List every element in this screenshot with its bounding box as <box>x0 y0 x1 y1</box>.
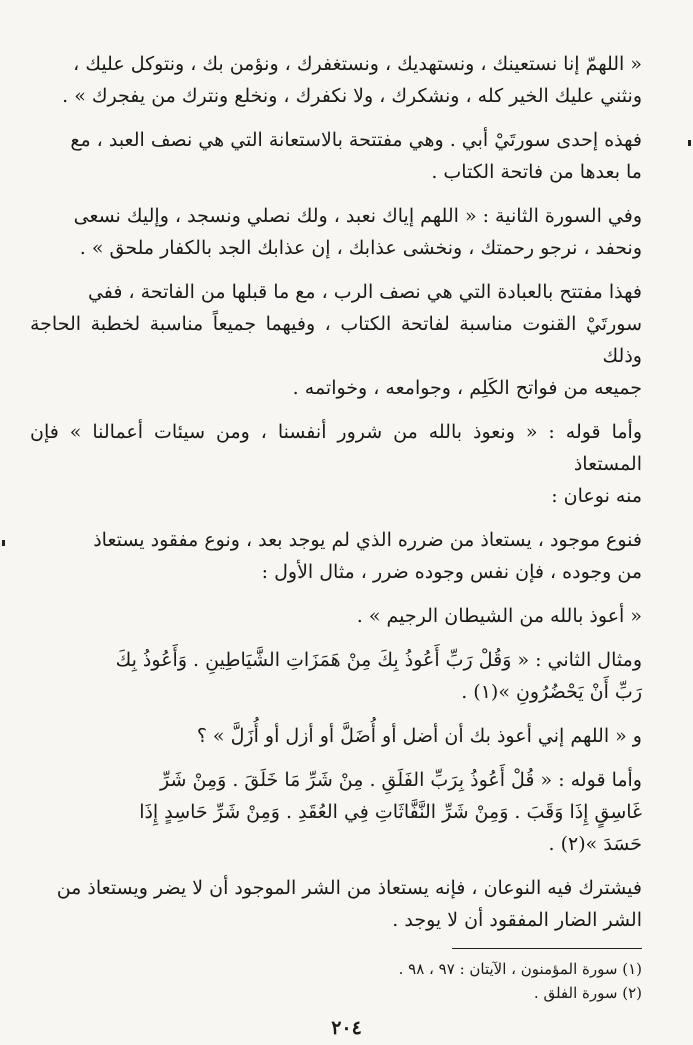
footnote-2: (٢) سورة الفلق . <box>533 984 642 1002</box>
page-number: ٢٠٤ <box>331 1017 362 1039</box>
text-line: « أعوذ بالله من الشيطان الرجيم » . <box>356 605 642 627</box>
text-line: فيشترك فيه النوعان ، فإنه يستعاذ من الشر الموجود أن لا يضر ويستعاذ من <box>56 877 642 899</box>
paragraph <box>30 764 642 860</box>
paragraph <box>30 600 642 632</box>
text-line: منه نوعان : <box>551 485 642 507</box>
text-line: حَسَدَ »(٢) . <box>548 833 642 855</box>
text-line: ونحفد ، نرجو رحمتك ، ونخشى عذابك ، إن عذابك الجد بالكفار ملحق » . <box>79 237 642 259</box>
paragraph <box>30 416 642 512</box>
text-line: رَبِّ أَنْ يَحْضُرُونِ »(١) . <box>461 681 642 703</box>
text-line: جميعه من فواتح الكَلِم ، وجوامعه ، وخواتمه . <box>292 377 642 399</box>
text-line: ما بعدها من فاتحة الكتاب . <box>431 161 642 183</box>
paragraph <box>30 720 642 752</box>
edge-mark-bottom <box>2 540 5 546</box>
body-text <box>30 48 642 936</box>
text-line: غَاسِقٍ إِذَا وَقَبَ . وَمِنْ شَرِّ النَّفَّاثَاتِ فِي العُقَدِ . وَمِنْ شَرِّ حَاسِدٍ إِذَا <box>139 801 642 823</box>
edge-mark-top <box>688 140 691 146</box>
text-line: سورتَيْ القنوت مناسبة لفاتحة الكتاب ، وفيهما جميعاً مناسبة لخطبة الحاجة وذلك <box>30 313 642 367</box>
footnote-divider <box>452 948 642 949</box>
text-line: من وجوده ، فإن نفس وجوده ضرر ، مثال الأول : <box>261 561 642 583</box>
text-line: ونثني عليك الخير كله ، ونشكرك ، ولا نكفرك ، ونخلع ونترك من يفجرك » . <box>62 85 642 107</box>
paragraph <box>30 276 642 404</box>
text-line: فهذا مفتتح بالعبادة التي هي نصف الرب ، مع ما قبلها من الفاتحة ، ففي <box>87 281 642 303</box>
text-line: وأما قوله : « قُلْ أَعُوذُ بِرَبِّ الفَلَقِ . مِنْ شَرِّ مَا خَلَقَ . وَمِنْ شَرِّ <box>160 769 642 791</box>
text-line: الشر الضار المفقود أن لا يوجد . <box>392 909 642 931</box>
footnote-1: (١) سورة المؤمنون ، الآيتان : ٩٧ ، ٩٨ . <box>398 960 642 978</box>
paragraph <box>30 644 642 708</box>
paragraph <box>30 872 642 936</box>
paragraph <box>30 524 642 588</box>
document-page <box>30 48 642 1018</box>
text-line: و « اللهم إني أعوذ بك أن أضل أو أُضَلَّ أو أزل أو أُزَلَّ » ؟ <box>196 725 642 747</box>
paragraph <box>30 48 642 112</box>
paragraph <box>30 200 642 264</box>
text-line: وفي السورة الثانية : « اللهم إياك نعبد ، ولك نصلي ونسجد ، وإليك نسعى <box>73 205 642 227</box>
text-line: ومثال الثاني : « وَقُلْ رَبِّ أَعُوذُ بِكَ مِنْ هَمَزَاتِ الشَّيَاطِينِ . وَأَعُوذُ بِكَ <box>115 649 642 671</box>
paragraph <box>30 124 642 188</box>
text-line: فنوع موجود ، يستعاذ من ضرره الذي لم يوجد بعد ، ونوع مفقود يستعاذ <box>93 529 642 551</box>
footnotes <box>30 957 642 1005</box>
text-line: وأما قوله : « ونعوذ بالله من شرور أنفسنا ، ومن سيئات أعمالنا » فإن المستعاذ <box>30 421 642 475</box>
text-line: « اللهمّ إنا نستعينك ، ونستهديك ، ونستغفرك ، ونؤمن بك ، ونتوكل عليك ، <box>73 53 642 75</box>
text-line: فهذه إحدى سورتَيْ أبي . وهي مفتتحة بالاستعانة التي هي نصف العبد ، مع <box>70 129 642 151</box>
